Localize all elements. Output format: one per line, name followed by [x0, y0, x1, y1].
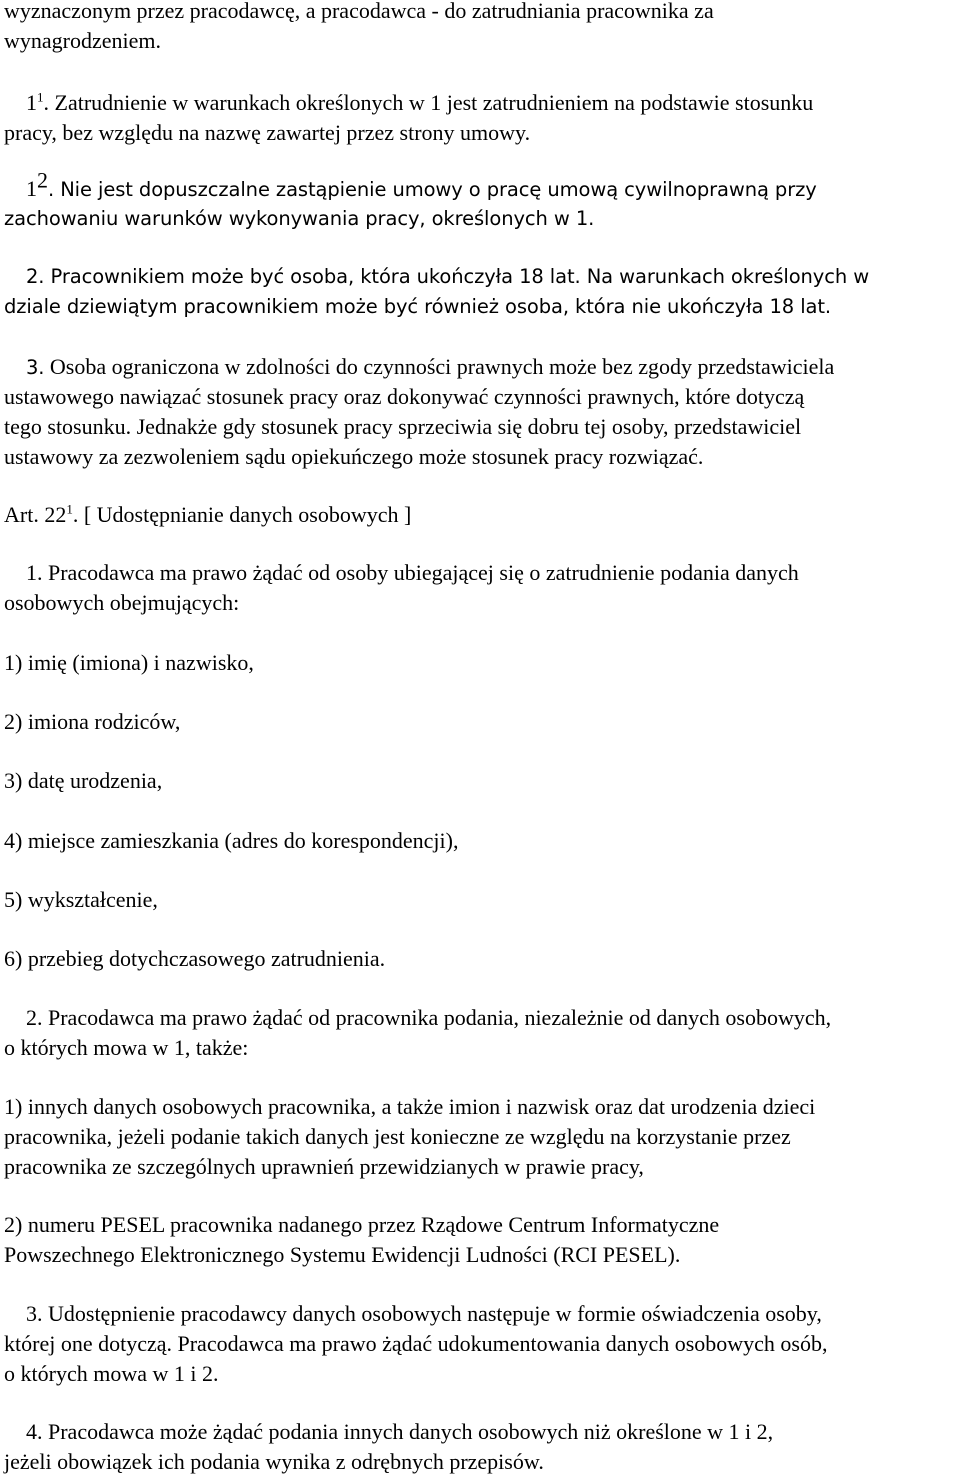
text-line: 3) datę urodzenia,: [4, 768, 163, 793]
text-line: o których mowa w 1, także:: [4, 1035, 249, 1060]
paragraph-1-1: [26, 88, 960, 118]
article-section-2: [4, 1003, 960, 1063]
text-line: pracownika ze szczególnych uprawnień przewidzianych w prawie pracy,: [4, 1154, 644, 1179]
article-superscript: 1: [66, 501, 73, 517]
article-section-3: [4, 1299, 960, 1389]
paragraph-superscript: 1: [37, 89, 44, 105]
text-line: 2. Pracodawca ma prawo żądać od pracownika podania, niezależnie od danych osobowych,: [26, 1005, 832, 1030]
text-line: 2) imiona rodziców,: [4, 709, 181, 734]
list-item: [4, 1092, 960, 1182]
text-line: 1. Pracodawca ma prawo żądać od osoby ubiegającej się o zatrudnienie podania danych: [26, 560, 799, 585]
article-number: Art. 22: [4, 502, 67, 527]
intro-paragraph: [4, 0, 960, 56]
text-line: 4. Pracodawca może żądać podania innych danych osobowych niż określone w 1 i 2,: [26, 1419, 774, 1444]
text-line: 4) miejsce zamieszkania (adres do korespondencji),: [4, 828, 459, 853]
text-line: 3. Udostępnienie pracodawcy danych osobowych następuje w formie oświadczenia osoby,: [26, 1301, 822, 1326]
text-line: ustawowy za zezwoleniem sądu opiekuńczego może stosunek pracy rozwiązać.: [4, 444, 704, 469]
text-fragment: . Zatrudnienie w warunkach określonych w 1 jest zatrudnieniem na podstawie stosunku: [43, 90, 814, 115]
list-item: [4, 648, 960, 678]
text-fragment: . Nie jest dopuszczalne zastąpienie umowy o pracę umową cywilnoprawną przy: [48, 178, 817, 201]
text-line: osobowych obejmujących:: [4, 590, 240, 615]
paragraph-superscript: 2: [37, 167, 48, 193]
text-line: 1) innych danych osobowych pracownika, a także imion i nazwisk oraz dat urodzenia dzieci: [4, 1094, 816, 1119]
text-line: [4, 500, 960, 530]
text-line: której one dotyczą. Pracodawca ma prawo żądać udokumentowania danych osobowych osób,: [4, 1331, 828, 1356]
text-line: [26, 88, 960, 118]
text-line: 2. Pracownikiem może być osoba, która ukończyła 18 lat. Na warunkach określonych w: [26, 265, 870, 288]
text-line: wynagrodzeniem.: [4, 28, 161, 53]
text-line: jeżeli obowiązek ich podania wynika z odrębnych przepisów.: [4, 1449, 544, 1474]
text-line: ustawowego nawiązać stosunek pracy oraz dokonywać czynności prawnych, które dotyczą: [4, 384, 805, 409]
text-line: Powszechnego Elektronicznego Systemu Ewidencji Ludności (RCI PESEL).: [4, 1242, 681, 1267]
list-item: [4, 766, 960, 796]
paragraph-number: 1: [26, 176, 37, 201]
text-line: o których mowa w 1 i 2.: [4, 1361, 219, 1386]
text-line: [4, 167, 960, 204]
paragraph-1-2: [4, 167, 960, 234]
text-fragment: Osoba ograniczona w zdolności do czynności prawnych może bez zgody przedstawiciela: [44, 354, 835, 379]
text-line: zachowaniu warunków wykonywania pracy, określonych w 1.: [4, 207, 595, 230]
text-line: pracy, bez względu na nazwę zawartej przez strony umowy.: [4, 120, 531, 145]
text-line: 6) przebieg dotychczasowego zatrudnienia.: [4, 946, 386, 971]
article-section-1: [4, 558, 960, 618]
paragraph-2: [4, 262, 960, 322]
text-line: wyznaczonym przez pracodawcę, a pracodawca - do zatrudniania pracownika za: [4, 0, 714, 23]
list-item: [4, 707, 960, 737]
article-heading: [4, 500, 960, 530]
list-item: [4, 826, 960, 856]
list-item: [4, 1210, 960, 1270]
article-section-4: [4, 1417, 960, 1477]
paragraph-3: [4, 352, 960, 472]
text-line: 1) imię (imiona) i nazwisko,: [4, 650, 254, 675]
text-line: [4, 352, 960, 382]
text-line: 5) wykształcenie,: [4, 887, 158, 912]
list-item: [4, 885, 960, 915]
article-title: . [ Udostępnianie danych osobowych ]: [72, 502, 412, 527]
text-line: dziale dziewiątym pracownikiem może być również osoba, która nie ukończyła 18 lat.: [4, 295, 832, 318]
text-line: 2) numeru PESEL pracownika nadanego przez Rządowe Centrum Informatyczne: [4, 1212, 720, 1237]
paragraph-1-1-cont: [4, 118, 960, 148]
paragraph-number: 1: [26, 90, 37, 115]
text-line: tego stosunku. Jednakże gdy stosunek pracy sprzeciwia się dobru tej osoby, przedstawiciel: [4, 414, 802, 439]
paragraph-number: 3.: [26, 356, 45, 379]
list-item: [4, 944, 960, 974]
text-line: pracownika, jeżeli podanie takich danych jest konieczne ze względu na korzystanie przez: [4, 1124, 791, 1149]
